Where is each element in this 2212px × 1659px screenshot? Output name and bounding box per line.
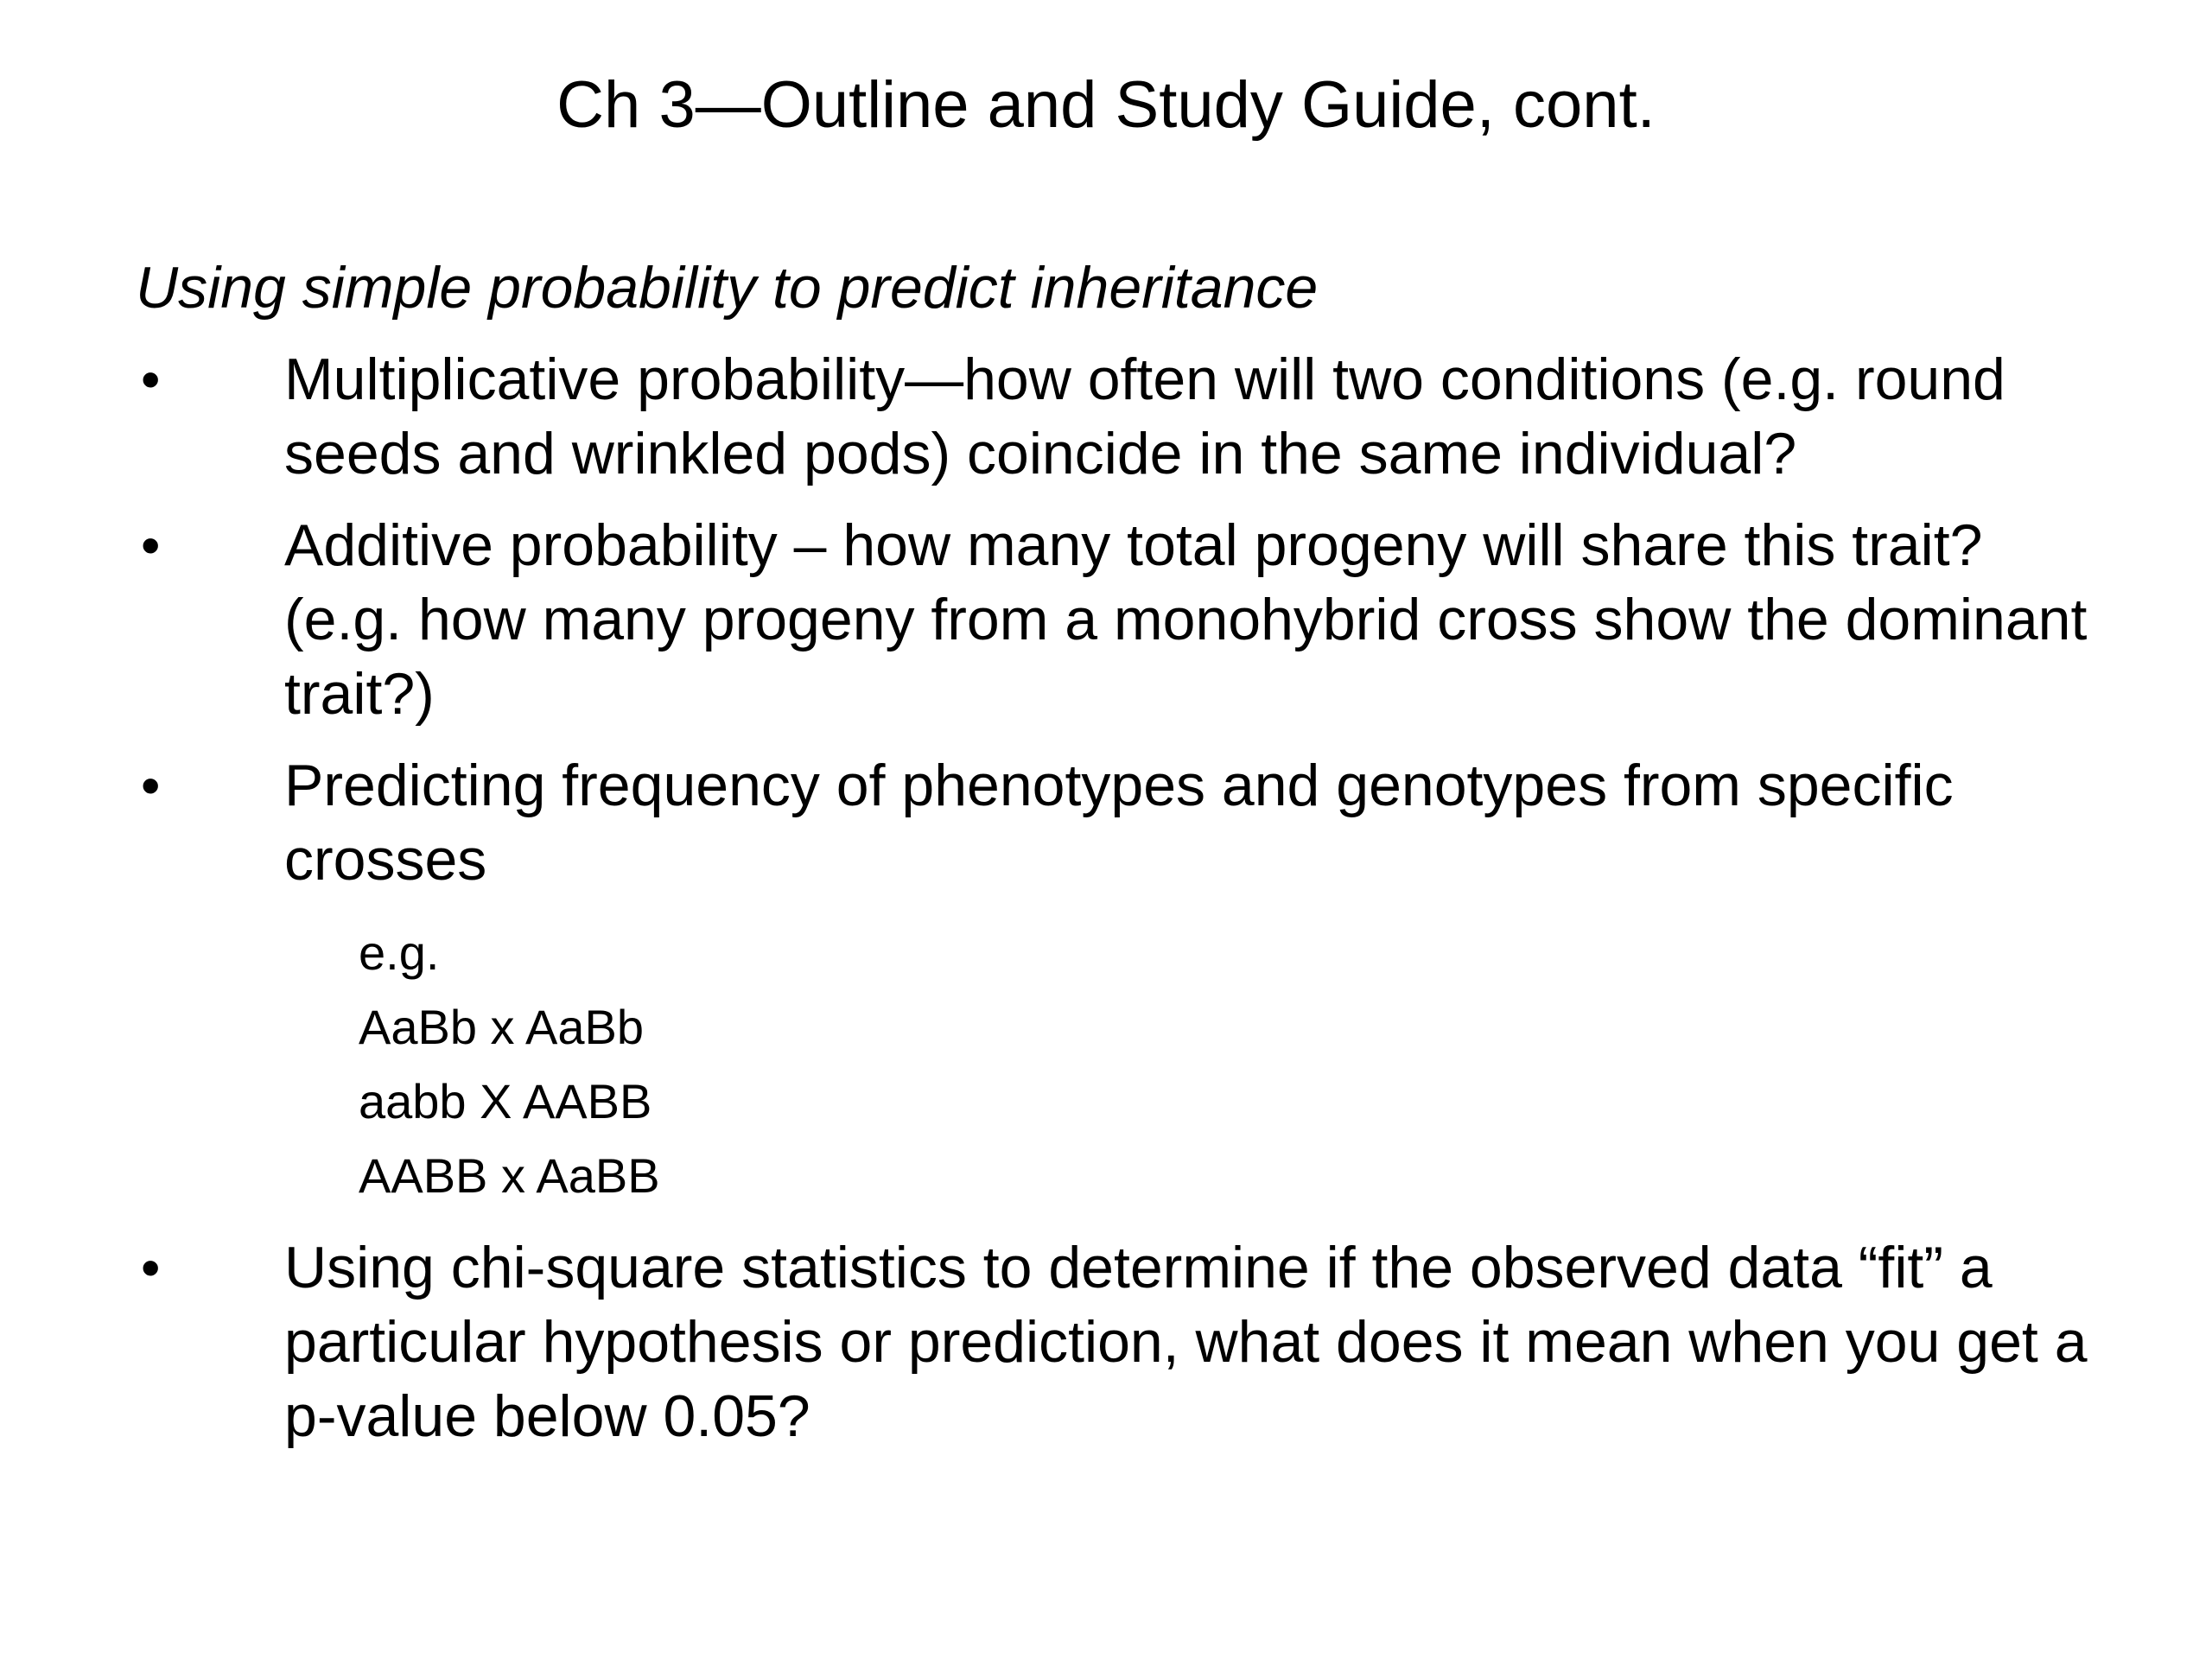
- bullet-item-additive-probability: [136, 508, 2088, 731]
- section-heading: Using simple probability to predict inheritance: [136, 255, 1319, 321]
- bullet-item-chi-square: [136, 1230, 2088, 1453]
- cross-example: AABB x AaBB: [359, 1148, 660, 1203]
- bullet-icon: •: [141, 348, 161, 410]
- cross-example: AaBb x AaBb: [359, 1000, 645, 1054]
- bullet-icon: •: [141, 514, 161, 576]
- bullet-text: Predicting frequency of phenotypes and genotypes from specific crosses: [284, 753, 1954, 893]
- cross-example: aabb X AABB: [359, 1074, 652, 1128]
- bullet-text: Using chi-square statistics to determine if the observed data “fit” a particular hypothesis or prediction, what does it mean when you get a p-value below 0.05?: [284, 1235, 2088, 1449]
- example-label: e.g.: [359, 925, 440, 980]
- bullet-text: Multiplicative probability—how often will two conditions (e.g. round seeds and wrinkled pods) coincide in the same individual?: [284, 346, 2005, 486]
- bullet-list: [136, 342, 2088, 1471]
- bullet-text: Additive probability – how many total progeny will share this trait? (e.g. how many progeny from a monohybrid cross show the dominant trait?): [284, 512, 2088, 727]
- bullet-item-multiplicative-probability: [136, 342, 2088, 491]
- slide-title: Ch 3—Outline and Study Guide, cont.: [556, 68, 1656, 142]
- bullet-item-predicting-frequency: [136, 748, 2088, 1213]
- cross-examples-list: [359, 916, 2088, 1213]
- bullet-icon: •: [141, 1236, 161, 1299]
- bullet-icon: •: [141, 754, 161, 817]
